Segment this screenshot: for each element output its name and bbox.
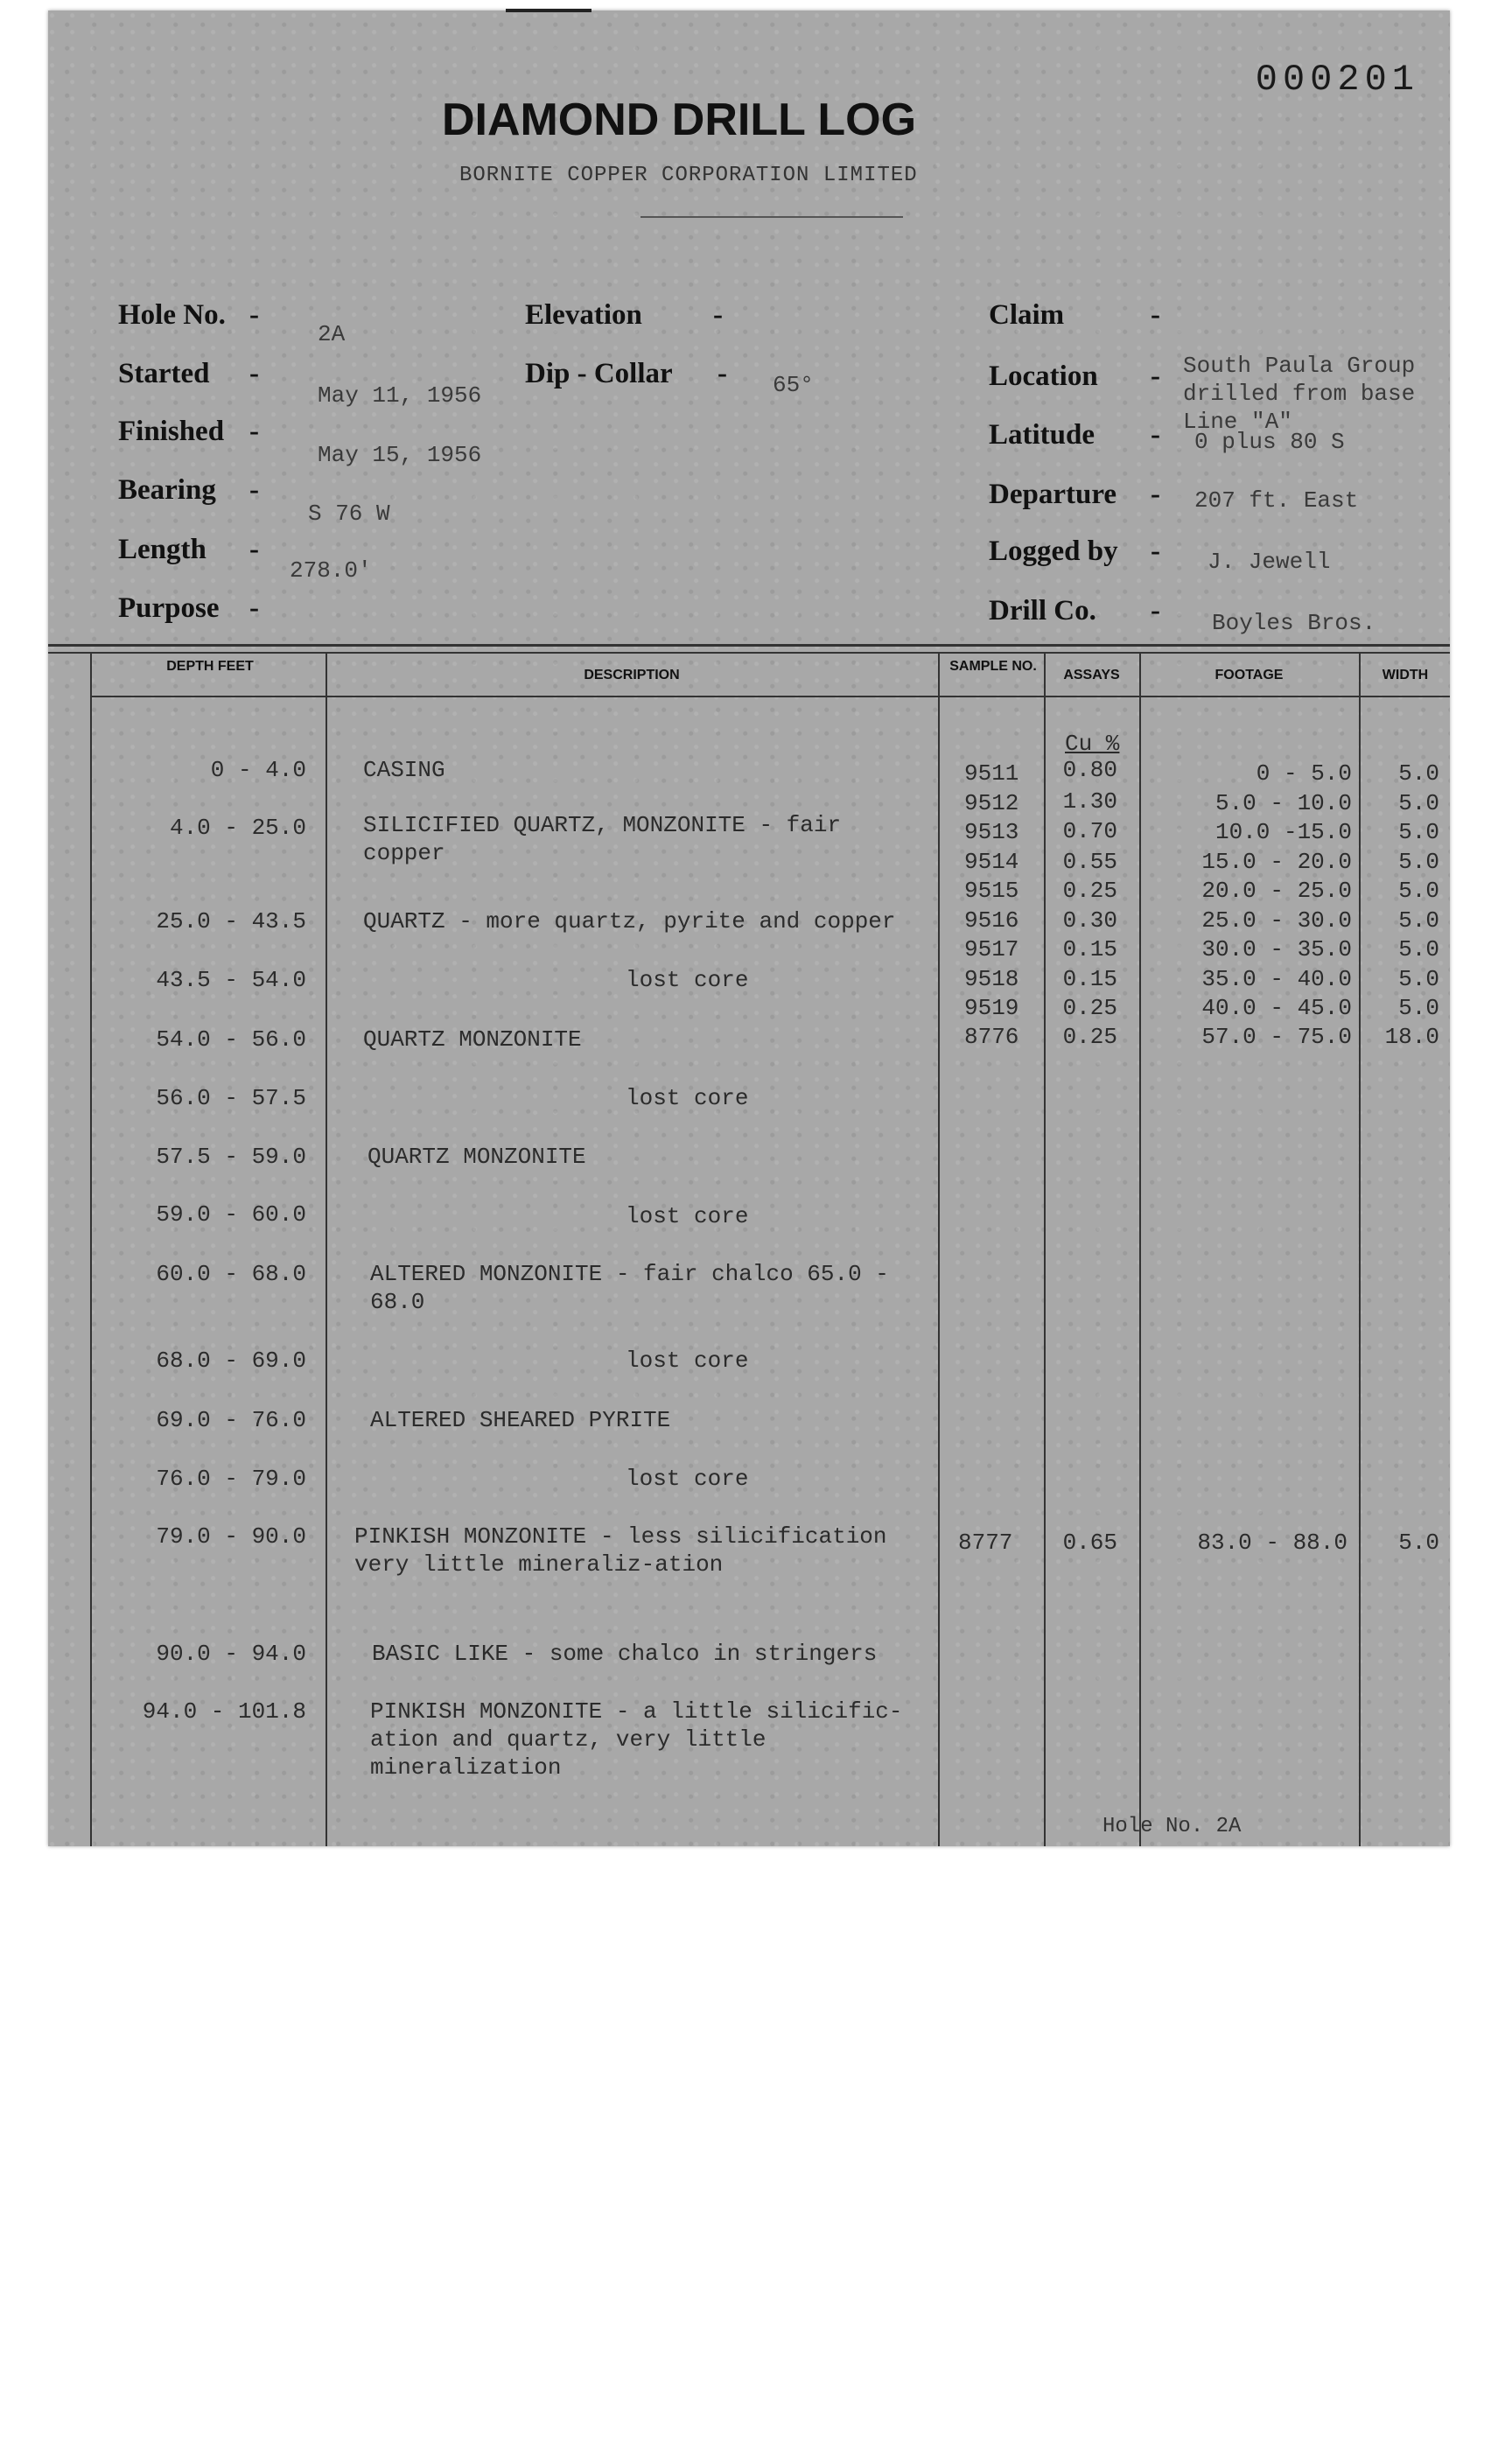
description-cell: lost core	[626, 1085, 749, 1111]
dash: -	[1151, 299, 1160, 331]
label-claim: Claim	[989, 299, 1065, 331]
footage-cell: 0 - 5.0	[1256, 760, 1352, 787]
label-bearing: Bearing	[118, 474, 216, 506]
description-cell: QUARTZ MONZONITE	[363, 1026, 582, 1053]
label-latitude: Latitude	[989, 419, 1096, 451]
assay-cell: 0.65	[1062, 1530, 1117, 1556]
width-cell: 5.0	[1398, 907, 1439, 934]
value-length: 278.0'	[290, 557, 372, 584]
footage-cell: 10.0 -15.0	[1214, 819, 1352, 845]
label-drill-co: Drill Co.	[989, 595, 1096, 626]
description-cell: ALTERED SHEARED PYRITE	[370, 1407, 671, 1433]
dash: -	[1151, 419, 1160, 451]
dash: -	[713, 299, 723, 331]
dash: -	[1151, 360, 1160, 392]
value-bearing: S 76 W	[308, 500, 390, 527]
depth-cell: 43.5 - 54.0	[156, 967, 306, 993]
assay-cell: 0.80	[1062, 757, 1117, 783]
depth-cell: 4.0 - 25.0	[169, 815, 306, 841]
label-finished: Finished	[118, 416, 225, 447]
description-cell: PINKISH MONZONITE - a little silicific-ation and quartz, very little mineralization	[370, 1698, 903, 1781]
footage-cell: 30.0 - 35.0	[1201, 936, 1352, 962]
depth-cell: 90.0 - 94.0	[156, 1641, 306, 1667]
depth-cell: 94.0 - 101.8	[142, 1698, 306, 1725]
depth-cell: 56.0 - 57.5	[156, 1085, 306, 1111]
footage-cell: 57.0 - 75.0	[1201, 1024, 1352, 1050]
sample-no-cell: 9515	[964, 878, 1019, 904]
width-cell: 5.0	[1398, 1530, 1439, 1556]
value-started: May 11, 1956	[318, 382, 482, 409]
assay-subheader: Cu %	[1065, 731, 1120, 757]
document-number: 000201	[1255, 59, 1419, 101]
value-dip-collar: 65°	[773, 372, 814, 398]
sample-no-cell: 8777	[958, 1530, 1013, 1556]
footage-cell: 25.0 - 30.0	[1201, 907, 1352, 934]
column-divider	[326, 652, 327, 1846]
assay-cell: 1.30	[1062, 788, 1117, 815]
assay-cell: 0.25	[1062, 995, 1117, 1021]
footage-cell: 35.0 - 40.0	[1201, 966, 1352, 992]
width-cell: 5.0	[1398, 849, 1439, 875]
sample-no-cell: 9512	[964, 790, 1019, 816]
label-dip-collar: Dip - Collar	[525, 358, 673, 389]
dash: -	[1151, 536, 1160, 567]
depth-cell: 57.5 - 59.0	[156, 1144, 306, 1170]
footage-cell: 20.0 - 25.0	[1201, 878, 1352, 904]
width-cell: 5.0	[1398, 936, 1439, 962]
column-header-assays: ASSAYS	[1063, 668, 1120, 682]
width-cell: 5.0	[1398, 878, 1439, 904]
dash: -	[249, 358, 259, 389]
label-hole-no: Hole No.	[118, 299, 226, 331]
assay-cell: 0.15	[1062, 936, 1117, 962]
depth-cell: 25.0 - 43.5	[156, 908, 306, 934]
dash: -	[249, 592, 259, 624]
depth-cell: 76.0 - 79.0	[156, 1466, 306, 1492]
footage-cell: 5.0 - 10.0	[1214, 790, 1352, 816]
description-cell: lost core	[626, 967, 749, 993]
table-rule	[48, 652, 1450, 654]
sample-no-cell: 9516	[964, 907, 1019, 934]
assay-cell: 0.25	[1062, 1024, 1117, 1050]
dash: -	[249, 416, 259, 447]
label-logged-by: Logged by	[989, 536, 1118, 567]
description-cell: CASING	[363, 757, 445, 783]
column-header-width: WIDTH	[1382, 668, 1429, 682]
assay-cell: 0.15	[1062, 966, 1117, 992]
description-cell: BASIC LIKE - some chalco in stringers	[372, 1641, 878, 1667]
description-cell: lost core	[626, 1348, 749, 1374]
depth-cell: 60.0 - 68.0	[156, 1261, 306, 1287]
sample-no-cell: 9513	[964, 819, 1019, 845]
width-cell: 5.0	[1398, 966, 1439, 992]
dash: -	[1151, 595, 1160, 626]
label-location: Location	[989, 360, 1098, 392]
description-cell: QUARTZ MONZONITE	[368, 1144, 586, 1170]
assay-cell: 0.25	[1062, 878, 1117, 904]
value-latitude: 0 plus 80 S	[1194, 429, 1345, 455]
description-cell: PINKISH MONZONITE - less silicification very little mineraliz-ation	[354, 1523, 887, 1578]
table-rule	[48, 644, 1450, 647]
dash: -	[249, 299, 259, 331]
width-cell: 18.0	[1384, 1024, 1439, 1050]
depth-cell: 54.0 - 56.0	[156, 1026, 306, 1053]
sample-no-cell: 9511	[964, 760, 1019, 787]
value-location: South Paula Group drilled from base Line "A"	[1183, 353, 1416, 435]
value-hole-no: 2A	[318, 321, 346, 347]
depth-cell: 68.0 - 69.0	[156, 1348, 306, 1374]
sample-no-cell: 9518	[964, 966, 1019, 992]
label-elevation: Elevation	[525, 299, 642, 331]
footage-cell: 83.0 - 88.0	[1197, 1530, 1348, 1556]
description-cell: ALTERED MONZONITE - fair chalco 65.0 - 68.0	[370, 1261, 889, 1315]
depth-cell: 79.0 - 90.0	[156, 1523, 306, 1550]
assay-cell: 0.30	[1062, 907, 1117, 934]
title-text: DIAMOND DRILL LOG	[441, 94, 917, 145]
width-cell: 5.0	[1398, 995, 1439, 1021]
column-header-depth: DEPTH FEET	[166, 659, 254, 674]
value-drill-co: Boyles Bros.	[1212, 610, 1376, 636]
label-purpose: Purpose	[118, 592, 220, 624]
description-cell: lost core	[626, 1466, 749, 1492]
dash: -	[249, 474, 259, 506]
title-divider	[640, 216, 903, 218]
company-name: BORNITE COPPER CORPORATION LIMITED	[459, 164, 918, 187]
label-started: Started	[118, 358, 210, 389]
column-divider	[1359, 652, 1361, 1846]
page-title	[48, 94, 1450, 146]
width-cell: 5.0	[1398, 760, 1439, 787]
value-finished: May 15, 1956	[318, 442, 482, 468]
value-departure: 207 ft. East	[1194, 487, 1359, 514]
description-cell: QUARTZ - more quartz, pyrite and copper	[363, 908, 896, 934]
description-cell: SILICIFIED QUARTZ, MONZONITE - fair copper	[363, 812, 842, 866]
description-cell: lost core	[626, 1203, 749, 1229]
sample-no-cell: 9517	[964, 936, 1019, 962]
depth-cell: 59.0 - 60.0	[156, 1201, 306, 1228]
value-logged-by: J. Jewell	[1208, 549, 1331, 575]
drill-log-sheet	[48, 10, 1450, 1846]
label-departure: Departure	[989, 479, 1117, 510]
assay-cell: 0.55	[1062, 849, 1117, 875]
column-header-footage: FOOTAGE	[1214, 668, 1284, 682]
column-divider	[1044, 652, 1046, 1846]
column-header-sample: SAMPLE NO.	[949, 659, 1037, 674]
footage-cell: 40.0 - 45.0	[1201, 995, 1352, 1021]
top-mark	[506, 9, 592, 12]
dash: -	[249, 534, 259, 565]
column-header-description: DESCRIPTION	[584, 668, 680, 682]
width-cell: 5.0	[1398, 819, 1439, 845]
dash: -	[1151, 479, 1160, 510]
footage-cell: 15.0 - 20.0	[1201, 849, 1352, 875]
label-length: Length	[118, 534, 206, 565]
sample-no-cell: 9514	[964, 849, 1019, 875]
sample-no-cell: 9519	[964, 995, 1019, 1021]
dash: -	[718, 358, 727, 389]
assay-cell: 0.70	[1062, 818, 1117, 844]
width-cell: 5.0	[1398, 790, 1439, 816]
depth-cell: 0 - 4.0	[210, 757, 306, 783]
sample-no-cell: 8776	[964, 1024, 1019, 1050]
depth-cell: 69.0 - 76.0	[156, 1407, 306, 1433]
footer-hole-no: Hole No. 2A	[1102, 1815, 1242, 1838]
table-header-rule	[90, 696, 1450, 697]
